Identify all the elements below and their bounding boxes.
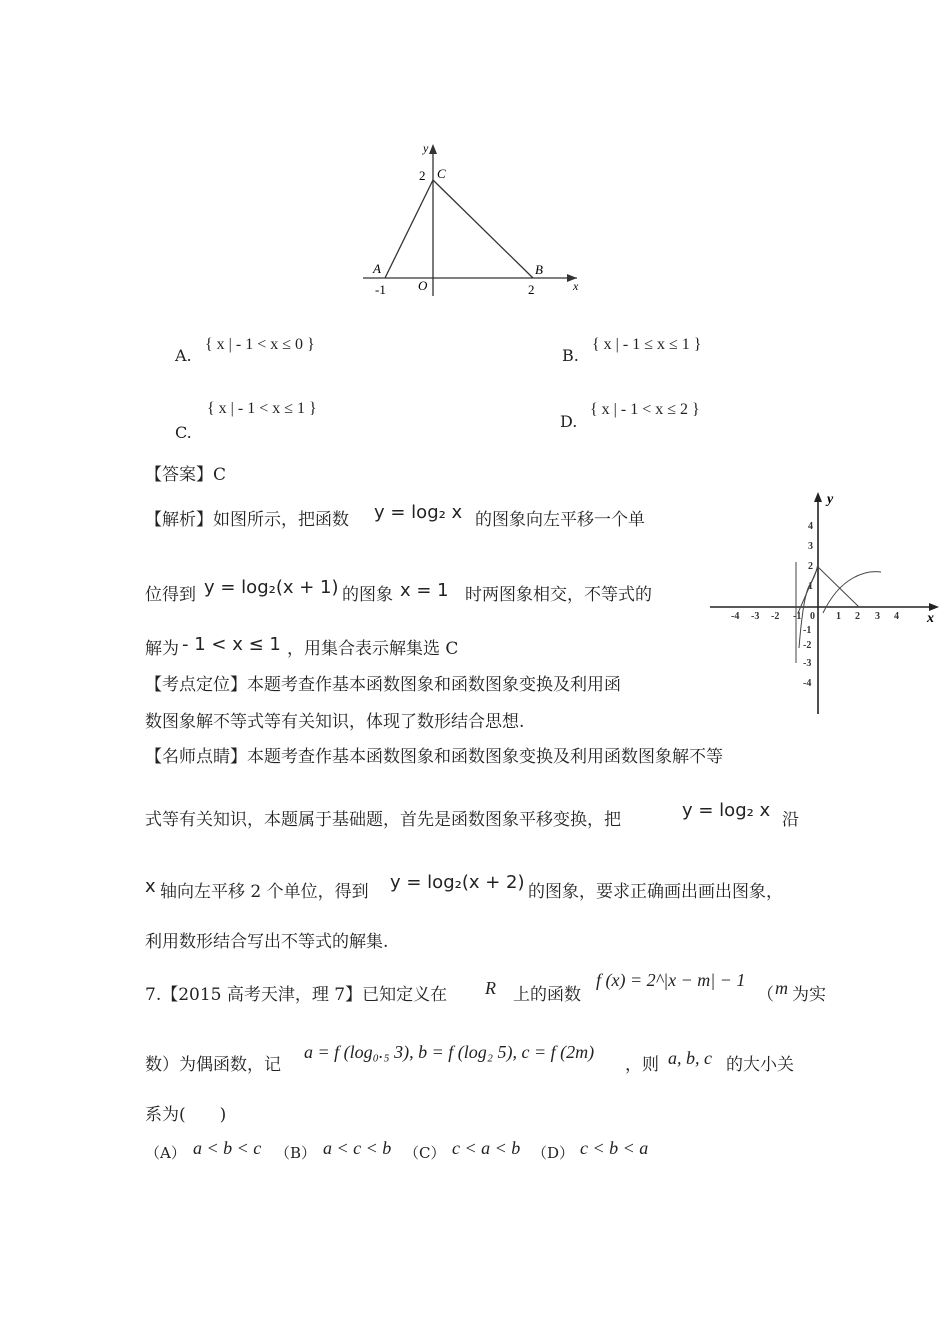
analysis-line3-math: - 1 < x ≤ 1	[182, 634, 281, 655]
mingshi-line3-post: 的图象，要求正确画出画出图象，	[528, 882, 783, 902]
q7-line1-pre: 7.【2015 高考天津，理 7】已知定义在	[145, 985, 448, 1005]
option-b-expr: { x | - 1 ≤ x ≤ 1 }	[592, 336, 702, 353]
y-axis-label: y	[423, 141, 429, 155]
q7-line2-abc: a, b, c	[668, 1048, 712, 1068]
q7-line2-pre: 数）为偶函数，记	[145, 1055, 281, 1075]
q7-option-a: a < b < c	[193, 1138, 262, 1158]
option-b-label: B.	[562, 346, 579, 365]
q7-line1-R: R	[485, 978, 496, 998]
y-axis-arrow-icon	[429, 144, 437, 154]
x-axis-arrow-icon	[929, 603, 939, 611]
analysis-line3-post: ，用集合表示解集选 C	[287, 639, 459, 659]
option-a-label: A.	[175, 346, 192, 365]
mingshi-line3-mid: 轴向左平移 2 个单位，得到	[160, 882, 369, 902]
tick-x: -3	[751, 611, 760, 622]
q7-option-c: c < a < b	[452, 1138, 521, 1158]
tick-x: 3	[875, 611, 880, 622]
option-a-expr: { x | - 1 < x ≤ 0 }	[205, 336, 315, 353]
q7-line2-mid: ，则	[625, 1055, 659, 1075]
tick-x: 4	[894, 611, 899, 622]
tick-x: -1	[793, 611, 802, 622]
kaodian-line1: 【考点定位】本题考查作基本函数图象和函数图象变换及利用函	[145, 675, 621, 695]
analysis-line1-post: 的图象向左平移一个单	[475, 510, 645, 530]
q7-option-a-label: （A）	[145, 1144, 186, 1162]
x-axis-label: x	[927, 611, 934, 626]
mingshi-line2-post: 沿	[782, 810, 799, 830]
segment-CB	[433, 180, 533, 278]
q7-line2-post: 的大小关	[726, 1055, 794, 1075]
answer: 【答案】C	[145, 465, 227, 485]
analysis-line2-math: y = log₂(x + 1)	[204, 577, 339, 598]
segment-AC	[385, 180, 433, 278]
figure-triangle	[355, 138, 595, 303]
tick-y: -2	[803, 640, 812, 651]
mingshi-line1: 【名师点睛】本题考查作基本函数图象和函数图象变换及利用函数图象解不等	[145, 747, 723, 767]
q7-option-d: c < b < a	[580, 1138, 649, 1158]
mingshi-line4: 利用数形结合写出不等式的解集.	[145, 932, 389, 952]
q7-line1-post: 为实	[792, 985, 826, 1005]
q7-line2-math: a = f (log₀.₅ 3), b = f (log₂ 5), c = f (2m)	[304, 1042, 595, 1062]
y-axis-arrow-icon	[814, 492, 822, 502]
y-axis-label: y	[827, 492, 834, 507]
analysis-line2-post: 时两图象相交，不等式的	[465, 585, 652, 605]
tick-y: 3	[808, 541, 813, 552]
analysis-line2-pre: 位得到	[145, 585, 196, 605]
analysis-line3-pre: 解为	[145, 639, 179, 659]
tick-label-neg1: -1	[375, 282, 386, 297]
tick-y: 4	[808, 521, 813, 532]
tick-y: 1	[808, 581, 813, 592]
mingshi-line3-math: x	[145, 876, 156, 897]
option-d-label: D.	[560, 412, 578, 431]
tick-y: -1	[803, 625, 812, 636]
mingshi-line2-math: y = log₂ x	[682, 800, 771, 821]
q7-line1-mid: 上的函数	[513, 985, 581, 1005]
analysis-line1-pre: 【解析】如图所示，把函数	[145, 510, 349, 530]
q7-option-b-label: （B）	[275, 1144, 317, 1162]
q7-option-c-label: （C）	[404, 1144, 446, 1162]
q7-line1-math: f (x) = 2^|x − m| − 1	[596, 970, 746, 990]
tick-y: -4	[803, 678, 812, 689]
analysis-line2-math2: x = 1	[400, 580, 449, 601]
q7-line1-m: m	[775, 978, 788, 998]
q7-option-d-label: （D）	[532, 1144, 575, 1162]
tick-x: -4	[731, 611, 740, 622]
figure-log-graph	[705, 488, 940, 716]
q7-option-b: a < c < b	[323, 1138, 392, 1158]
line-from-2-to-2	[818, 567, 859, 607]
x-axis-label: x	[573, 279, 579, 293]
tick-label-2x: 2	[528, 282, 535, 297]
tick-label-2y: 2	[419, 168, 426, 183]
analysis-line1-math: y = log₂ x	[374, 502, 463, 523]
tick-x: 2	[855, 611, 860, 622]
mingshi-line2-pre: 式等有关知识，本题属于基础题，首先是函数图象平移变换，把	[145, 810, 621, 830]
point-label-B: B	[535, 262, 543, 277]
point-label-A: A	[373, 261, 381, 276]
point-label-C: C	[437, 166, 446, 181]
mingshi-line3-math2: y = log₂(x + 2)	[390, 872, 525, 893]
option-d-expr: { x | - 1 < x ≤ 2 }	[590, 401, 700, 418]
origin-label: O	[418, 278, 428, 293]
tick-x: 0	[810, 611, 815, 622]
kaodian-line2: 数图象解不等式等有关知识，体现了数形结合思想.	[145, 712, 525, 732]
q7-line1-paren: （	[757, 985, 774, 1005]
tick-x: 1	[836, 611, 841, 622]
tick-y: 2	[808, 561, 813, 572]
q7-line3: 系为( )	[145, 1105, 227, 1125]
analysis-line2-mid: 的图象	[342, 585, 393, 605]
tick-y: -3	[803, 658, 812, 669]
tick-x: -2	[771, 611, 780, 622]
option-c-expr: { x | - 1 < x ≤ 1 }	[207, 400, 317, 417]
option-c-label: C.	[175, 423, 192, 442]
